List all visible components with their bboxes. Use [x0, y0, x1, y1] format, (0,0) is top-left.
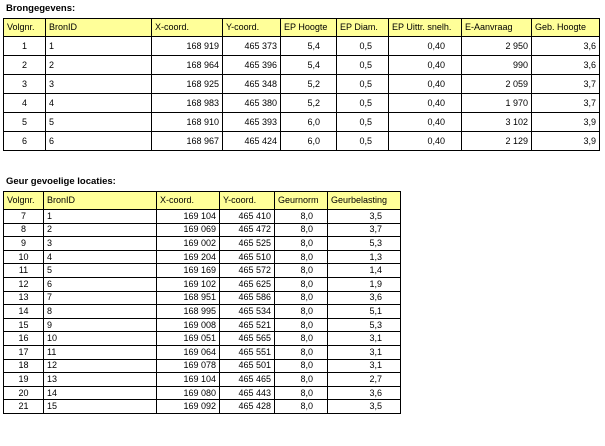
cell-y-coord: 465 572 — [220, 264, 275, 278]
cell-bronid: 2 — [44, 223, 157, 237]
cell-bronid: 4 — [46, 94, 152, 113]
table-row — [4, 373, 401, 387]
cell-geurbelasting: 1,4 — [328, 264, 401, 278]
cell-y-coord: 465 565 — [220, 332, 275, 346]
cell-bronid: 5 — [44, 264, 157, 278]
cell-geurbelasting: 5,3 — [328, 318, 401, 332]
cell-geurbelasting: 2,7 — [328, 373, 401, 387]
cell-bronid: 11 — [44, 345, 157, 359]
cell-volgnr: 1 — [4, 37, 46, 56]
cell-y-coord: 465 510 — [220, 250, 275, 264]
cell-x-coord: 168 919 — [152, 37, 223, 56]
cell-x-coord: 168 995 — [157, 305, 220, 319]
cell-y-coord: 465 586 — [220, 291, 275, 305]
table-row — [4, 277, 401, 291]
cell-volgnr: 9 — [4, 237, 44, 251]
sources-header-bronid: BronID — [46, 19, 152, 37]
cell-geurbelasting: 5,3 — [328, 237, 401, 251]
locations-table-body — [4, 210, 401, 414]
cell-y-coord: 465 348 — [223, 75, 281, 94]
cell-ep-uittr-snelh: 0,40 — [389, 37, 462, 56]
cell-ep-diam: 0,5 — [337, 56, 389, 75]
sources-header-x: X-coord. — [152, 19, 223, 37]
sources-header-geb-hoogte: Geb. Hoogte — [532, 19, 600, 37]
cell-ep-diam: 0,5 — [337, 37, 389, 56]
cell-volgnr: 8 — [4, 223, 44, 237]
cell-y-coord: 465 525 — [220, 237, 275, 251]
cell-volgnr: 14 — [4, 305, 44, 319]
cell-geurbelasting: 3,5 — [328, 400, 401, 414]
locations-header-x: X-coord. — [157, 192, 220, 210]
cell-volgnr: 17 — [4, 345, 44, 359]
cell-bronid: 3 — [44, 237, 157, 251]
cell-volgnr: 2 — [4, 56, 46, 75]
cell-volgnr: 10 — [4, 250, 44, 264]
cell-geurnorm: 8,0 — [275, 264, 328, 278]
cell-x-coord: 169 008 — [157, 318, 220, 332]
table-row — [4, 318, 401, 332]
cell-x-coord: 169 051 — [157, 332, 220, 346]
cell-ep-diam: 0,5 — [337, 75, 389, 94]
cell-bronid: 3 — [46, 75, 152, 94]
cell-volgnr: 13 — [4, 291, 44, 305]
cell-geb-hoogte: 3,9 — [532, 113, 600, 132]
cell-e-aanvraag: 3 102 — [462, 113, 532, 132]
cell-bronid: 6 — [46, 132, 152, 151]
cell-x-coord: 169 092 — [157, 400, 220, 414]
cell-x-coord: 169 102 — [157, 277, 220, 291]
sources-table-body — [4, 37, 600, 151]
table-row — [4, 113, 600, 132]
locations-header-geurbelasting: Geurbelasting — [328, 192, 401, 210]
table-row — [4, 237, 401, 251]
cell-bronid: 14 — [44, 386, 157, 400]
cell-geurbelasting: 3,5 — [328, 210, 401, 224]
cell-volgnr: 5 — [4, 113, 46, 132]
cell-volgnr: 7 — [4, 210, 44, 224]
cell-volgnr: 12 — [4, 277, 44, 291]
cell-volgnr: 11 — [4, 264, 44, 278]
sources-header-ep-diam: EP Diam. — [337, 19, 389, 37]
cell-geurnorm: 8,0 — [275, 250, 328, 264]
cell-x-coord: 168 964 — [152, 56, 223, 75]
cell-geb-hoogte: 3,6 — [532, 37, 600, 56]
table-row — [4, 56, 600, 75]
cell-geurnorm: 8,0 — [275, 223, 328, 237]
cell-bronid: 6 — [44, 277, 157, 291]
sources-table — [3, 18, 600, 151]
table-row — [4, 332, 401, 346]
cell-bronid: 15 — [44, 400, 157, 414]
cell-geurbelasting: 3,6 — [328, 386, 401, 400]
cell-y-coord: 465 501 — [220, 359, 275, 373]
cell-geurbelasting: 5,1 — [328, 305, 401, 319]
cell-bronid: 13 — [44, 373, 157, 387]
cell-volgnr: 20 — [4, 386, 44, 400]
cell-ep-hoogte: 6,0 — [281, 113, 337, 132]
table-row — [4, 345, 401, 359]
cell-bronid: 12 — [44, 359, 157, 373]
cell-geurbelasting: 3,1 — [328, 359, 401, 373]
locations-header-y: Y-coord. — [220, 192, 275, 210]
cell-ep-hoogte: 5,4 — [281, 56, 337, 75]
cell-x-coord: 169 069 — [157, 223, 220, 237]
cell-geurnorm: 8,0 — [275, 291, 328, 305]
cell-ep-hoogte: 5,4 — [281, 37, 337, 56]
cell-geurnorm: 8,0 — [275, 277, 328, 291]
sources-title: Brongegevens: — [6, 3, 76, 14]
cell-geb-hoogte: 3,9 — [532, 132, 600, 151]
cell-y-coord: 465 465 — [220, 373, 275, 387]
cell-geurnorm: 8,0 — [275, 318, 328, 332]
cell-x-coord: 168 951 — [157, 291, 220, 305]
cell-y-coord: 465 410 — [220, 210, 275, 224]
cell-geurbelasting: 1,3 — [328, 250, 401, 264]
cell-x-coord: 168 967 — [152, 132, 223, 151]
table-row — [4, 359, 401, 373]
sources-header-e-aanvraag: E-Aanvraag — [462, 19, 532, 37]
cell-y-coord: 465 472 — [220, 223, 275, 237]
cell-geurnorm: 8,0 — [275, 359, 328, 373]
cell-bronid: 2 — [46, 56, 152, 75]
cell-y-coord: 465 625 — [220, 277, 275, 291]
locations-header-bronid: BronID — [44, 192, 157, 210]
sources-header-row — [4, 19, 600, 37]
cell-geurbelasting: 1,9 — [328, 277, 401, 291]
cell-geurbelasting: 3,1 — [328, 332, 401, 346]
cell-bronid: 1 — [44, 210, 157, 224]
cell-x-coord: 169 078 — [157, 359, 220, 373]
cell-e-aanvraag: 2 129 — [462, 132, 532, 151]
table-row — [4, 210, 401, 224]
table-row — [4, 223, 401, 237]
cell-x-coord: 169 104 — [157, 373, 220, 387]
cell-geurnorm: 8,0 — [275, 237, 328, 251]
locations-header-row — [4, 192, 401, 210]
cell-bronid: 9 — [44, 318, 157, 332]
cell-ep-uittr-snelh: 0,40 — [389, 113, 462, 132]
table-row — [4, 94, 600, 113]
cell-ep-diam: 0,5 — [337, 132, 389, 151]
cell-bronid: 7 — [44, 291, 157, 305]
locations-title: Geur gevoelige locaties: — [6, 176, 116, 187]
locations-table — [3, 191, 401, 414]
cell-y-coord: 465 424 — [223, 132, 281, 151]
table-row — [4, 132, 600, 151]
table-row — [4, 291, 401, 305]
table-row — [4, 75, 600, 94]
cell-geurbelasting: 3,1 — [328, 345, 401, 359]
cell-e-aanvraag: 990 — [462, 56, 532, 75]
cell-geb-hoogte: 3,7 — [532, 94, 600, 113]
cell-x-coord: 169 169 — [157, 264, 220, 278]
cell-ep-hoogte: 5,2 — [281, 94, 337, 113]
cell-y-coord: 465 443 — [220, 386, 275, 400]
cell-volgnr: 4 — [4, 94, 46, 113]
cell-ep-hoogte: 6,0 — [281, 132, 337, 151]
cell-x-coord: 169 080 — [157, 386, 220, 400]
cell-y-coord: 465 534 — [220, 305, 275, 319]
cell-ep-uittr-snelh: 0,40 — [389, 94, 462, 113]
cell-ep-hoogte: 5,2 — [281, 75, 337, 94]
cell-x-coord: 169 002 — [157, 237, 220, 251]
cell-geb-hoogte: 3,7 — [532, 75, 600, 94]
locations-header-volgnr: Volgnr. — [4, 192, 44, 210]
cell-geurnorm: 8,0 — [275, 345, 328, 359]
cell-bronid: 8 — [44, 305, 157, 319]
cell-volgnr: 3 — [4, 75, 46, 94]
cell-geurnorm: 8,0 — [275, 386, 328, 400]
cell-x-coord: 168 910 — [152, 113, 223, 132]
table-row — [4, 400, 401, 414]
cell-y-coord: 465 373 — [223, 37, 281, 56]
cell-geurnorm: 8,0 — [275, 305, 328, 319]
cell-geurnorm: 8,0 — [275, 373, 328, 387]
cell-bronid: 1 — [46, 37, 152, 56]
cell-y-coord: 465 380 — [223, 94, 281, 113]
cell-x-coord: 168 925 — [152, 75, 223, 94]
cell-volgnr: 18 — [4, 359, 44, 373]
cell-geurnorm: 8,0 — [275, 400, 328, 414]
cell-x-coord: 169 064 — [157, 345, 220, 359]
cell-ep-diam: 0,5 — [337, 113, 389, 132]
cell-y-coord: 465 551 — [220, 345, 275, 359]
table-row — [4, 264, 401, 278]
cell-ep-uittr-snelh: 0,40 — [389, 56, 462, 75]
table-row — [4, 37, 600, 56]
cell-geurnorm: 8,0 — [275, 332, 328, 346]
sources-header-ep-hoogte: EP Hoogte — [281, 19, 337, 37]
cell-bronid: 4 — [44, 250, 157, 264]
cell-x-coord: 168 983 — [152, 94, 223, 113]
cell-e-aanvraag: 2 059 — [462, 75, 532, 94]
cell-ep-uittr-snelh: 0,40 — [389, 132, 462, 151]
cell-geurnorm: 8,0 — [275, 210, 328, 224]
cell-y-coord: 465 396 — [223, 56, 281, 75]
table-row — [4, 386, 401, 400]
cell-volgnr: 15 — [4, 318, 44, 332]
locations-header-geurnorm: Geurnorm — [275, 192, 328, 210]
cell-volgnr: 19 — [4, 373, 44, 387]
cell-volgnr: 16 — [4, 332, 44, 346]
table-row — [4, 305, 401, 319]
cell-volgnr: 6 — [4, 132, 46, 151]
cell-x-coord: 169 204 — [157, 250, 220, 264]
cell-y-coord: 465 428 — [220, 400, 275, 414]
cell-geb-hoogte: 3,6 — [532, 56, 600, 75]
cell-x-coord: 169 104 — [157, 210, 220, 224]
cell-bronid: 5 — [46, 113, 152, 132]
cell-geurbelasting: 3,7 — [328, 223, 401, 237]
cell-y-coord: 465 393 — [223, 113, 281, 132]
cell-y-coord: 465 521 — [220, 318, 275, 332]
table-row — [4, 250, 401, 264]
sources-header-volgnr: Volgnr. — [4, 19, 46, 37]
cell-ep-uittr-snelh: 0,40 — [389, 75, 462, 94]
cell-e-aanvraag: 2 950 — [462, 37, 532, 56]
sources-header-y: Y-coord. — [223, 19, 281, 37]
cell-bronid: 10 — [44, 332, 157, 346]
cell-e-aanvraag: 1 970 — [462, 94, 532, 113]
cell-ep-diam: 0,5 — [337, 94, 389, 113]
cell-geurbelasting: 3,6 — [328, 291, 401, 305]
cell-volgnr: 21 — [4, 400, 44, 414]
sources-header-ep-uittr: EP Uittr. snelh. — [389, 19, 462, 37]
